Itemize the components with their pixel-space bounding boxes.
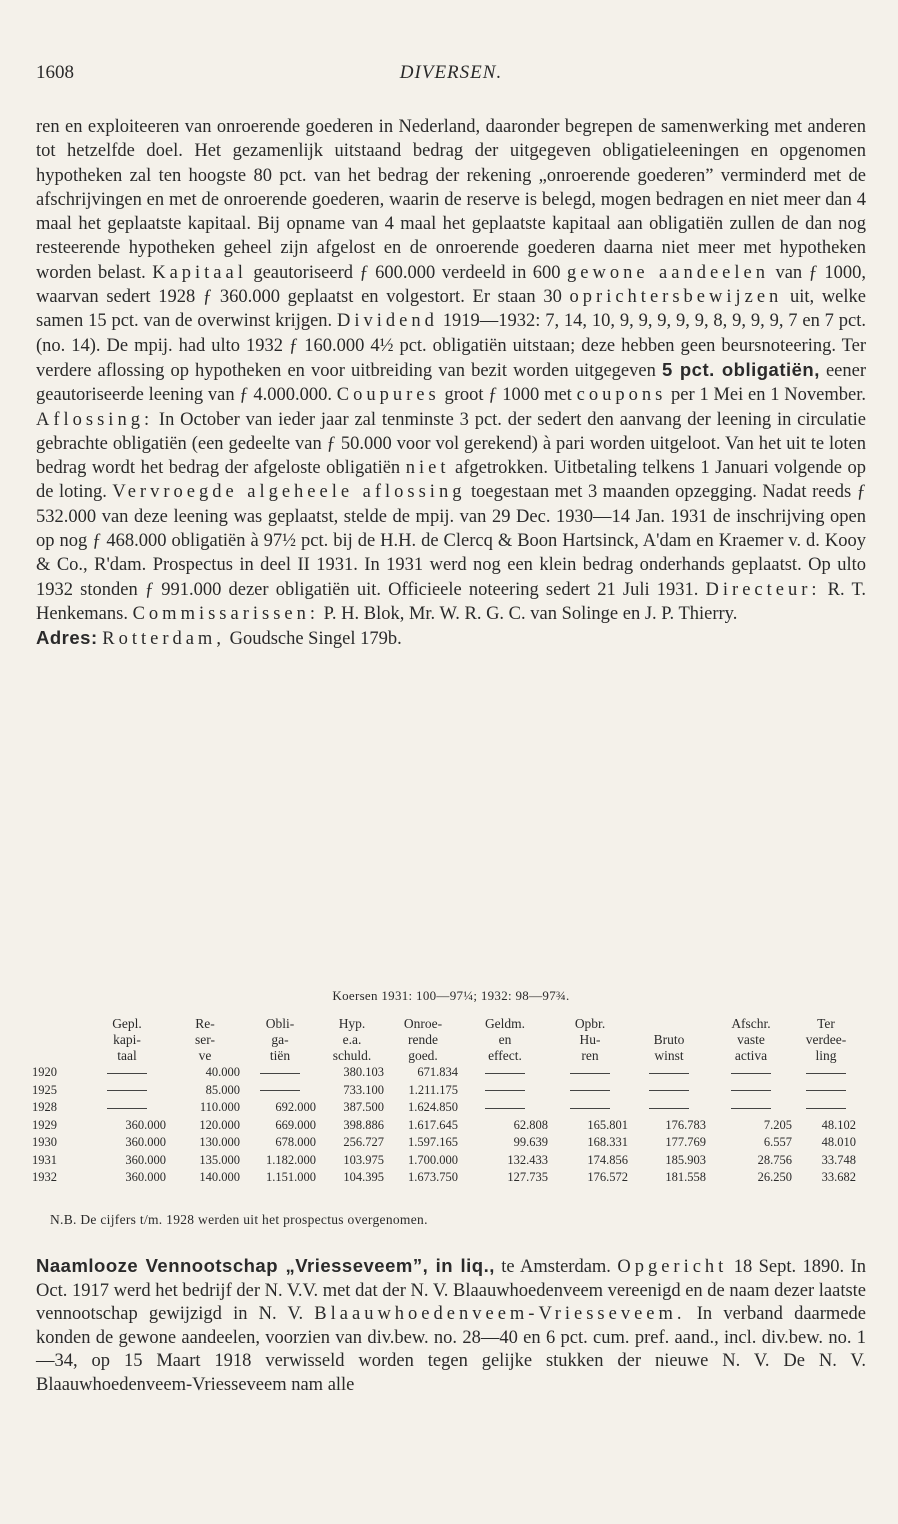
empty-cell [708, 1099, 794, 1117]
table-row [30, 1099, 858, 1117]
empty-cell [550, 1064, 630, 1082]
column-header-line: tiën [269, 1048, 291, 1063]
financial-table [30, 1016, 858, 1187]
company-description [36, 115, 866, 652]
year-cell: 1932 [32, 1170, 57, 1185]
value-cell: 256.727 [343, 1135, 384, 1150]
table-row [30, 1082, 858, 1100]
year-cell: 1931 [32, 1152, 57, 1167]
oprichtersbewijzen-term: oprichtersbewijzen [569, 287, 783, 308]
page-number: 1608 [36, 62, 74, 83]
value-cell: 692.000 [275, 1100, 316, 1115]
dash-line [731, 1108, 771, 1109]
column-header [168, 1016, 242, 1064]
empty-cell [460, 1064, 550, 1082]
blaauwhoedenveem-term: Blaauwhoedenveem-Vriesseveem. [314, 1304, 686, 1325]
value-cell: 1.624.850 [408, 1100, 458, 1115]
dash-line [107, 1090, 147, 1091]
empty-cell [630, 1064, 708, 1082]
empty-cell [794, 1082, 858, 1100]
column-header-line: activa [734, 1048, 768, 1063]
value-cell: 360.000 [125, 1135, 166, 1150]
value-cell: 669.000 [275, 1117, 316, 1132]
column-header-line: effect. [488, 1048, 522, 1063]
value-cell: 360.000 [125, 1117, 166, 1132]
column-header [86, 1016, 168, 1064]
dash-line [570, 1108, 610, 1109]
year-cell: 1930 [32, 1135, 57, 1150]
commissarissen-term: Commissarissen: [132, 603, 320, 624]
value-cell: 28.756 [757, 1152, 792, 1167]
paragraph-vriesseveem [36, 1254, 866, 1398]
dash-line [806, 1108, 846, 1109]
column-header-line: ser- [195, 1032, 215, 1047]
empty-cell [86, 1099, 168, 1117]
value-cell: 33.748 [821, 1152, 856, 1167]
column-header-line [32, 1016, 84, 1032]
year-cell: 1925 [32, 1082, 57, 1097]
text-run: per 1 Mei en 1 November. [666, 385, 866, 406]
column-header-line: Opbr. [574, 1016, 606, 1031]
column-header [318, 1016, 386, 1064]
dash-line [806, 1090, 846, 1091]
value-cell: 360.000 [125, 1170, 166, 1185]
value-cell: 380.103 [343, 1065, 384, 1080]
column-header-line: schuld. [332, 1048, 372, 1063]
value-cell: 135.000 [199, 1152, 240, 1167]
column-header-line: winst [654, 1048, 684, 1063]
column-header-line: ve [198, 1048, 212, 1063]
value-cell: 7.205 [763, 1117, 792, 1132]
empty-cell [460, 1099, 550, 1117]
empty-cell [794, 1064, 858, 1082]
value-cell: 387.500 [343, 1100, 384, 1115]
aflossing-term: Aflossing: [36, 409, 154, 430]
year-cell: 1929 [32, 1117, 57, 1132]
column-header-line: e.a. [342, 1032, 362, 1047]
value-cell: 165.801 [587, 1117, 628, 1132]
value-cell: 127.735 [507, 1170, 548, 1185]
column-header-line: Bruto [653, 1032, 685, 1047]
table-row [30, 1064, 858, 1082]
column-header [460, 1016, 550, 1064]
dash-line [485, 1108, 525, 1109]
directeur-term: Directeur: [705, 579, 821, 600]
value-cell: 33.682 [821, 1170, 856, 1185]
text-run: In verband daarmede konden de gewone aandeelen, voorzien van div.bew. no. 28—40 en 6 pct. cum. pref. aand., incl. div.bew. no. 1—34, op 15 Maart 1918 verwisseld worden tegen gelijke stukken der nieuwe N. V. De N. V. Blaauwhoedenveem-Vriesseveem nam alle [36, 1304, 866, 1395]
text-run: eener geautoriseerde leening van ƒ 4.000.000. [36, 360, 866, 406]
value-cell: 120.000 [199, 1117, 240, 1132]
kapitaal-term: Kapitaal [152, 262, 247, 283]
dividend-term: Dividend [337, 311, 438, 332]
value-cell: 181.558 [665, 1170, 706, 1185]
column-header-line [32, 1032, 84, 1048]
coupons-term: coupons [576, 385, 667, 406]
coupures-term: Coupures [336, 385, 440, 406]
text-run: In October van ieder jaar zal tenminste 3 pct. der sedert den aanvang der leening in circulatie gebrachte obligatiën (een gedeelte van ƒ 50.000 voor vol gerekend) à pari worden uitgeloot. Van het uit te loten bedrag wordt het bedrag der afgeloste obligatiën [36, 409, 866, 479]
address-line [36, 626, 866, 651]
column-header-line: taal [117, 1048, 137, 1063]
table-row [30, 1152, 858, 1170]
value-cell: 140.000 [199, 1170, 240, 1185]
dash-line [649, 1108, 689, 1109]
value-cell: 110.000 [199, 1100, 240, 1115]
opgericht-term: Opgericht [617, 1257, 728, 1277]
value-cell: 99.639 [513, 1135, 548, 1150]
value-cell: 1.182.000 [266, 1152, 316, 1167]
column-header-line: vaste [737, 1032, 765, 1047]
dash-line [260, 1073, 300, 1074]
value-cell: 130.000 [199, 1135, 240, 1150]
dash-line [649, 1090, 689, 1091]
value-cell: 671.834 [417, 1065, 458, 1080]
dash-line [731, 1090, 771, 1091]
address-label: Adres: [36, 627, 98, 649]
address-city: Rotterdam, [102, 629, 225, 650]
value-cell: 103.975 [343, 1152, 384, 1167]
empty-cell [708, 1082, 794, 1100]
dash-line [731, 1073, 771, 1074]
gewone-aandeelen-term: gewone aandeelen [567, 262, 769, 283]
value-cell: 104.395 [343, 1170, 384, 1185]
empty-cell [86, 1082, 168, 1100]
column-header-line: Obli- [265, 1016, 295, 1031]
column-header [30, 1016, 86, 1064]
value-cell: 6.557 [763, 1135, 792, 1150]
column-header-line: Re- [195, 1016, 215, 1031]
text-run: uit, welke samen 15 pct. van de overwinst krijgen. [36, 287, 866, 332]
dash-line [570, 1073, 610, 1074]
column-header [386, 1016, 460, 1064]
column-header-line: ren [581, 1048, 599, 1063]
dash-line [485, 1090, 525, 1091]
value-cell: 48.010 [821, 1135, 856, 1150]
empty-cell [630, 1099, 708, 1117]
page-header [36, 62, 866, 86]
text-run: te Amsterdam. [494, 1257, 618, 1277]
table-row [30, 1134, 858, 1152]
column-header-line: Geldm. [484, 1016, 526, 1031]
dash-line [107, 1073, 147, 1074]
dash-line [649, 1073, 689, 1074]
value-cell: 1.151.000 [266, 1170, 316, 1185]
company-name: Naamlooze Vennootschap „Vriesseveem”, in liq., [36, 1255, 495, 1276]
column-header-line: rende [408, 1032, 438, 1047]
year-cell: 1920 [32, 1065, 57, 1080]
column-header-line: Hu- [579, 1032, 601, 1047]
year-cell: 1928 [32, 1100, 57, 1115]
text-run: R. T. Henkemans. [36, 579, 867, 624]
column-header-line: Ter [817, 1016, 835, 1031]
column-header-line: Afschr. [731, 1016, 771, 1031]
dash-line [485, 1073, 525, 1074]
value-cell: 678.000 [275, 1135, 316, 1150]
empty-cell [550, 1099, 630, 1117]
empty-cell [242, 1082, 318, 1100]
koersen-line: Koersen 1931: 100—97¼; 1932: 98—97¾. [332, 988, 570, 1003]
value-cell: 176.572 [587, 1170, 628, 1185]
value-cell: 360.000 [125, 1152, 166, 1167]
value-cell: 168.331 [587, 1135, 628, 1150]
column-header [242, 1016, 318, 1064]
value-cell: 132.433 [507, 1152, 548, 1167]
value-cell: 185.903 [665, 1152, 706, 1167]
empty-cell [460, 1082, 550, 1100]
value-cell: 40.000 [205, 1065, 240, 1080]
empty-cell [550, 1082, 630, 1100]
text-run: geautoriseerd ƒ 600.000 verdeeld in 600 [246, 262, 568, 283]
column-header [630, 1016, 708, 1064]
paragraph-main [36, 115, 866, 626]
vriesseveem-entry [36, 1254, 866, 1398]
column-header-line: en [498, 1032, 512, 1047]
value-cell: 733.100 [343, 1082, 384, 1097]
text-run: van ƒ 1000, waarvan sedert 1928 ƒ 360.000 geplaatst en volgestort. Er staan 30 [36, 262, 866, 308]
column-header [708, 1016, 794, 1064]
value-cell: 174.856 [587, 1152, 628, 1167]
dash-line [107, 1108, 147, 1109]
column-header-line: goed. [408, 1048, 438, 1063]
text-run: afgetrokken. Uitbetaling telkens 1 Januari volgende op de loting. [36, 458, 866, 503]
column-header-line: ga- [271, 1032, 289, 1047]
column-header-line: kapi- [113, 1032, 141, 1047]
column-header [550, 1016, 630, 1064]
column-header-line: ling [815, 1048, 837, 1063]
value-cell: 85.000 [205, 1082, 240, 1097]
table-footnote: N.B. De cijfers t/m. 1928 werden uit het prospectus overgenomen. [50, 1212, 428, 1227]
table-header-row [30, 1016, 858, 1064]
dash-line [260, 1090, 300, 1091]
text-run: 18 Sept. 1890. In Oct. 1917 werd het bedrijf der N. V.V. met dat der N. V. Blaauwhoedenveem vereenigd en de naam dezer laatste vennootschap gewijzigd in N. V. [36, 1257, 867, 1325]
value-cell: 1.211.175 [408, 1082, 458, 1097]
dash-line [570, 1090, 610, 1091]
value-cell: 62.808 [513, 1117, 548, 1132]
niet-term: niet [405, 458, 450, 479]
text-run: toegestaan met 3 maanden opzegging. Nadat reeds ƒ 532.000 van deze leening was geplaatst, stelde de mpij. van 29 Dec. 1930—14 Jan. 1931 de inschrijving open op nog ƒ 468.000 obligatiën à 97½ pct. bij de H.H. de Clercq & Boon Hartsinck, A'dam en Kraemer v. d. Kooy & Co., R'dam. Prospectus in deel II 1931. In 1931 werd nog een klein bedrag onderhands geplaatst. Op ulto 1932 stonden ƒ 991.000 dezer obligatiën uit. Officieele noteering sedert 21 Juli 1931. [36, 482, 866, 600]
vervroegde-aflossing-term: Vervroegde algeheele aflossing [112, 482, 466, 503]
table-row [30, 1169, 858, 1187]
value-cell: 1.617.645 [408, 1117, 458, 1132]
bond-heading: 5 pct. obligatiën, [661, 358, 820, 380]
column-header-line [32, 1048, 84, 1064]
text-run: groot ƒ 1000 met [439, 385, 577, 406]
text-run: P. H. Blok, Mr. W. R. G. C. van Solinge en J. P. Thierry. [319, 603, 738, 624]
value-cell: 48.102 [821, 1117, 856, 1132]
text-run: 1919—1932: 7, 14, 10, 9, 9, 9, 9, 9, 8, 9, 9, 9, 7 en 7 pct. (no. 14). De mpij. had ulto 1932 ƒ 160.000 4½ pct. obligatiën uitstaan; deze hebben geen beursnoteering. Ter verdere aflossing op hypotheken en voor uitbreiding van bezit worden uitgegeven [36, 311, 866, 381]
empty-cell [86, 1064, 168, 1082]
table-row [30, 1117, 858, 1135]
running-head: DIVERSEN. [399, 62, 503, 83]
dash-line [806, 1073, 846, 1074]
column-header-line: verdee- [805, 1032, 847, 1047]
column-header-line: Hyp. [338, 1016, 366, 1031]
value-cell: 26.250 [757, 1170, 792, 1185]
address-street: Goudsche Singel 179b. [224, 629, 402, 650]
value-cell: 398.886 [343, 1117, 384, 1132]
column-header-line: Onroe- [403, 1016, 443, 1031]
value-cell: 1.700.000 [408, 1152, 458, 1167]
empty-cell [630, 1082, 708, 1100]
value-cell: 1.673.750 [408, 1170, 458, 1185]
value-cell: 1.597.165 [408, 1135, 458, 1150]
empty-cell [794, 1099, 858, 1117]
value-cell: 177.769 [665, 1135, 706, 1150]
value-cell: 176.783 [665, 1117, 706, 1132]
column-header-line: Gepl. [112, 1016, 142, 1031]
column-header-line [632, 1016, 706, 1032]
empty-cell [242, 1064, 318, 1082]
column-header [794, 1016, 858, 1064]
text-run: ren en exploiteeren van onroerende goederen in Nederland, daaronder begrepen de samenwerking met anderen tot hetzelfde doel. Het gezamenlijk uitstaand bedrag der uitgegeven obligatieleeningen en opgenomen hypotheken zal ten hoogste 80 pct. van het bedrag der rekening „onroerende goederen” verminderd met de afschrijvingen en met de onroerende goederen, waarin de reserve is belegd, mogen bedragen en niet meer dan 4 maal het geplaatste kapitaal. Bij opname van 4 maal het geplaatste kapitaal aan obligatiën zullen de dan nog resteerende hypotheken geheel zijn afgelost en de onroerende goederen daarna niet meer met hypotheken worden belast. [36, 117, 866, 283]
empty-cell [708, 1064, 794, 1082]
